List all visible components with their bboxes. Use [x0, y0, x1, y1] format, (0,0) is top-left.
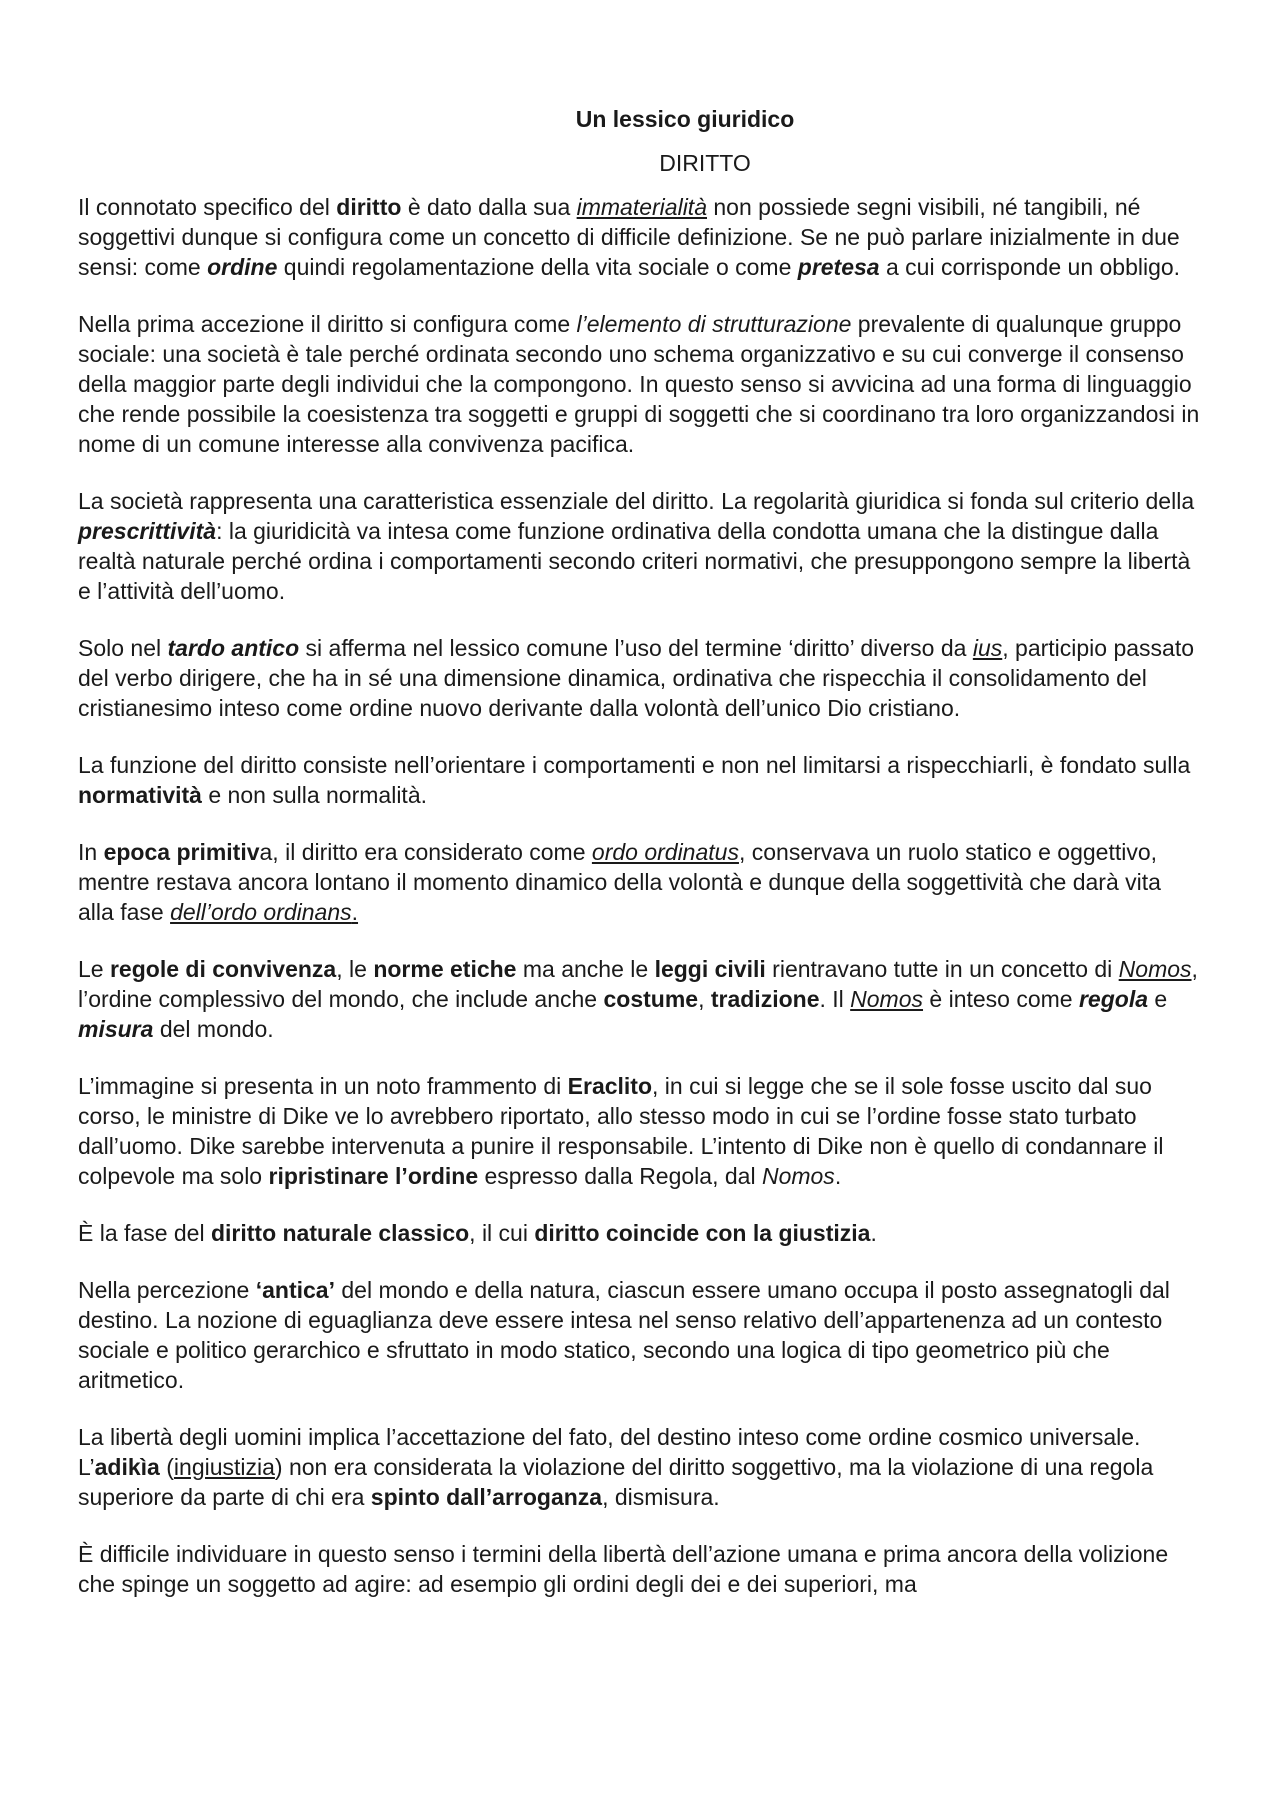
text-run: In	[78, 839, 104, 865]
body-paragraph	[78, 1218, 1202, 1248]
text-run: del mondo.	[153, 1016, 274, 1042]
text-run: rientravano tutte in un concetto di	[765, 956, 1119, 982]
text-run: .	[834, 1163, 842, 1189]
text-run: e non sulla normalità.	[201, 782, 427, 808]
emphasized-text: costume	[603, 986, 699, 1012]
emphasized-text: ‘antica’	[255, 1277, 335, 1303]
text-run: ) non era considerata la violazione del diritto soggettivo, ma la violazione di una regola superiore da parte di chi era	[78, 1454, 1154, 1510]
text-run: . Il	[819, 986, 851, 1012]
body-paragraph	[78, 633, 1202, 723]
body-paragraph	[78, 192, 1202, 282]
body-paragraph	[78, 750, 1202, 810]
body-paragraph	[78, 1275, 1202, 1395]
document-subtitle: DIRITTO	[659, 150, 751, 176]
text-run: espresso dalla Regola, dal	[478, 1163, 762, 1189]
text-run: È la fase del	[78, 1220, 211, 1246]
body-paragraph	[78, 309, 1202, 459]
emphasized-text: norme etiche	[373, 956, 517, 982]
text-run: È difficile individuare in questo senso i termini della libertà dell’azione umana e prima ancora della volizione che spinge un soggetto ad agire: ad esempio gli ordini degli dei e dei superiori, ma	[78, 1541, 1169, 1597]
emphasized-text: immaterialità	[576, 194, 707, 220]
text-run: Solo nel	[78, 635, 168, 661]
text-run: (	[159, 1454, 174, 1480]
emphasized-text: diritto	[336, 194, 402, 220]
text-run: non possiede segni visibili, né tangibili, né soggettivi dunque si configura come un concetto di difficile definizione. Se ne può parlare inizialmente in due sensi: come	[78, 194, 1180, 280]
text-run: , le	[336, 956, 374, 982]
emphasized-text: pretesa	[797, 254, 880, 280]
emphasized-text: Nomos	[1118, 956, 1192, 982]
emphasized-text: l’elemento di strutturazione	[576, 311, 852, 337]
text-run: è dato dalla sua	[401, 194, 577, 220]
text-run: Il connotato specifico del	[78, 194, 337, 220]
text-run: La società rappresenta una caratteristica essenziale del diritto. La regolarità giuridica si fonda sul criterio della	[78, 488, 1195, 514]
emphasized-text: tardo antico	[167, 635, 300, 661]
document-body	[78, 192, 1202, 1599]
emphasized-text: prescrittività	[78, 518, 217, 544]
emphasized-text: regole di convivenza	[109, 956, 337, 982]
body-paragraph	[78, 1422, 1202, 1512]
emphasized-text: diritto naturale classico	[210, 1220, 470, 1246]
body-paragraph	[78, 837, 1202, 927]
text-run: e	[1148, 986, 1168, 1012]
emphasized-text: regola	[1078, 986, 1149, 1012]
body-paragraph	[78, 1071, 1202, 1191]
text-run: si afferma nel lessico comune l’uso del termine ‘diritto’ diverso da	[299, 635, 973, 661]
emphasized-text: normatività	[78, 782, 202, 808]
body-paragraph	[78, 954, 1202, 1044]
emphasized-text: tradizione	[710, 986, 820, 1012]
text-run: è inteso come	[923, 986, 1079, 1012]
emphasized-text: ingiustizia	[173, 1454, 275, 1480]
text-run: , conservava un ruolo statico e oggettivo, mentre restava ancora lontano il momento dinamico della volontà e dunque della soggettività che darà vita alla fase	[78, 839, 1161, 925]
text-run: ma anche le	[516, 956, 655, 982]
emphasized-text: .	[351, 899, 359, 925]
emphasized-text: adikìa	[94, 1454, 160, 1480]
document-title: Un lessico giuridico	[575, 106, 795, 132]
emphasized-text: ripristinare l’ordine	[268, 1163, 479, 1189]
emphasized-text: ius	[972, 635, 1003, 661]
body-paragraph	[78, 1539, 1202, 1599]
emphasized-text: dell’ordo ordinans	[170, 899, 352, 925]
text-run: prevalente di qualunque gruppo sociale: una società è tale perché ordinata secondo uno schema organizzativo e su cui converge il consenso della maggior parte degli individui che la compongono. In questo senso si avvicina ad una forma di linguaggio che rende possibile la coesistenza tra soggetti e gruppi di soggetti che si coordinano tra loro organizzandosi in nome di un comune interesse alla convivenza pacifica.	[78, 311, 1200, 457]
text-run: a cui corrisponde un obbligo.	[879, 254, 1181, 280]
emphasized-text: ordo ordinatus	[591, 839, 739, 865]
body-paragraph	[78, 486, 1202, 606]
text-run: , in cui si legge che se il sole fosse uscito dal suo corso, le ministre di Dike ve lo avrebbero riportato, allo stesso modo in cui se l’ordine fosse stato turbato dall’uomo. Dike sarebbe intervenuta a punire il responsabile. L’intento di Dike non è quello di condannare il colpevole ma solo	[78, 1073, 1164, 1189]
text-run: a, il diritto era considerato come	[259, 839, 592, 865]
text-run: Nella prima accezione il diritto si configura come	[78, 311, 577, 337]
text-run: ,	[698, 986, 711, 1012]
text-run: , participio passato del verbo dirigere, che ha in sé una dimensione dinamica, ordinativa che rispecchia il consolidamento del cristianesimo inteso come ordine nuovo derivante dalla volontà dell’unico Dio cristiano.	[78, 635, 1195, 721]
emphasized-text: leggi civili	[654, 956, 766, 982]
emphasized-text: epoca primitiv	[103, 839, 260, 865]
text-run: L’immagine si presenta in un noto frammento di	[78, 1073, 568, 1099]
text-run: , l’ordine complessivo del mondo, che include anche	[78, 956, 1198, 1012]
emphasized-text: Nomos	[761, 1163, 835, 1189]
text-run: , il cui	[469, 1220, 535, 1246]
emphasized-text: diritto coincide con la giustizia	[534, 1220, 871, 1246]
emphasized-text: ordine	[207, 254, 278, 280]
text-run: .	[870, 1220, 877, 1246]
text-run: , dismisura.	[602, 1484, 720, 1510]
emphasized-text: misura	[78, 1016, 154, 1042]
text-run: del mondo e della natura, ciascun essere umano occupa il posto assegnatogli dal destino. La nozione di eguaglianza deve essere intesa nel senso relativo dell’appartenenza ad un contesto sociale e politico gerarchico e sfruttato in modo statico, secondo una logica di tipo geometrico più che aritmetico.	[78, 1277, 1170, 1393]
text-run: Le	[78, 956, 110, 982]
text-run: Nella percezione	[78, 1277, 256, 1303]
emphasized-text: Nomos	[850, 986, 924, 1012]
text-run: La funzione del diritto consiste nell’orientare i comportamenti e non nel limitarsi a rispecchiarli, è fondato sulla	[78, 752, 1191, 778]
text-run: : la giuridicità va intesa come funzione ordinativa della condotta umana che la distingue dalla realtà naturale perché ordina i comportamenti secondo criteri normativi, che presuppongono sempre la libertà e l’attività dell’uomo.	[78, 518, 1191, 604]
text-run: quindi regolamentazione della vita sociale o come	[277, 254, 798, 280]
emphasized-text: Eraclito	[567, 1073, 653, 1099]
text-run: La libertà degli uomini implica l’accettazione del fato, del destino inteso come ordine cosmico universale. L’	[78, 1424, 1141, 1480]
emphasized-text: spinto dall’arroganza	[370, 1484, 603, 1510]
